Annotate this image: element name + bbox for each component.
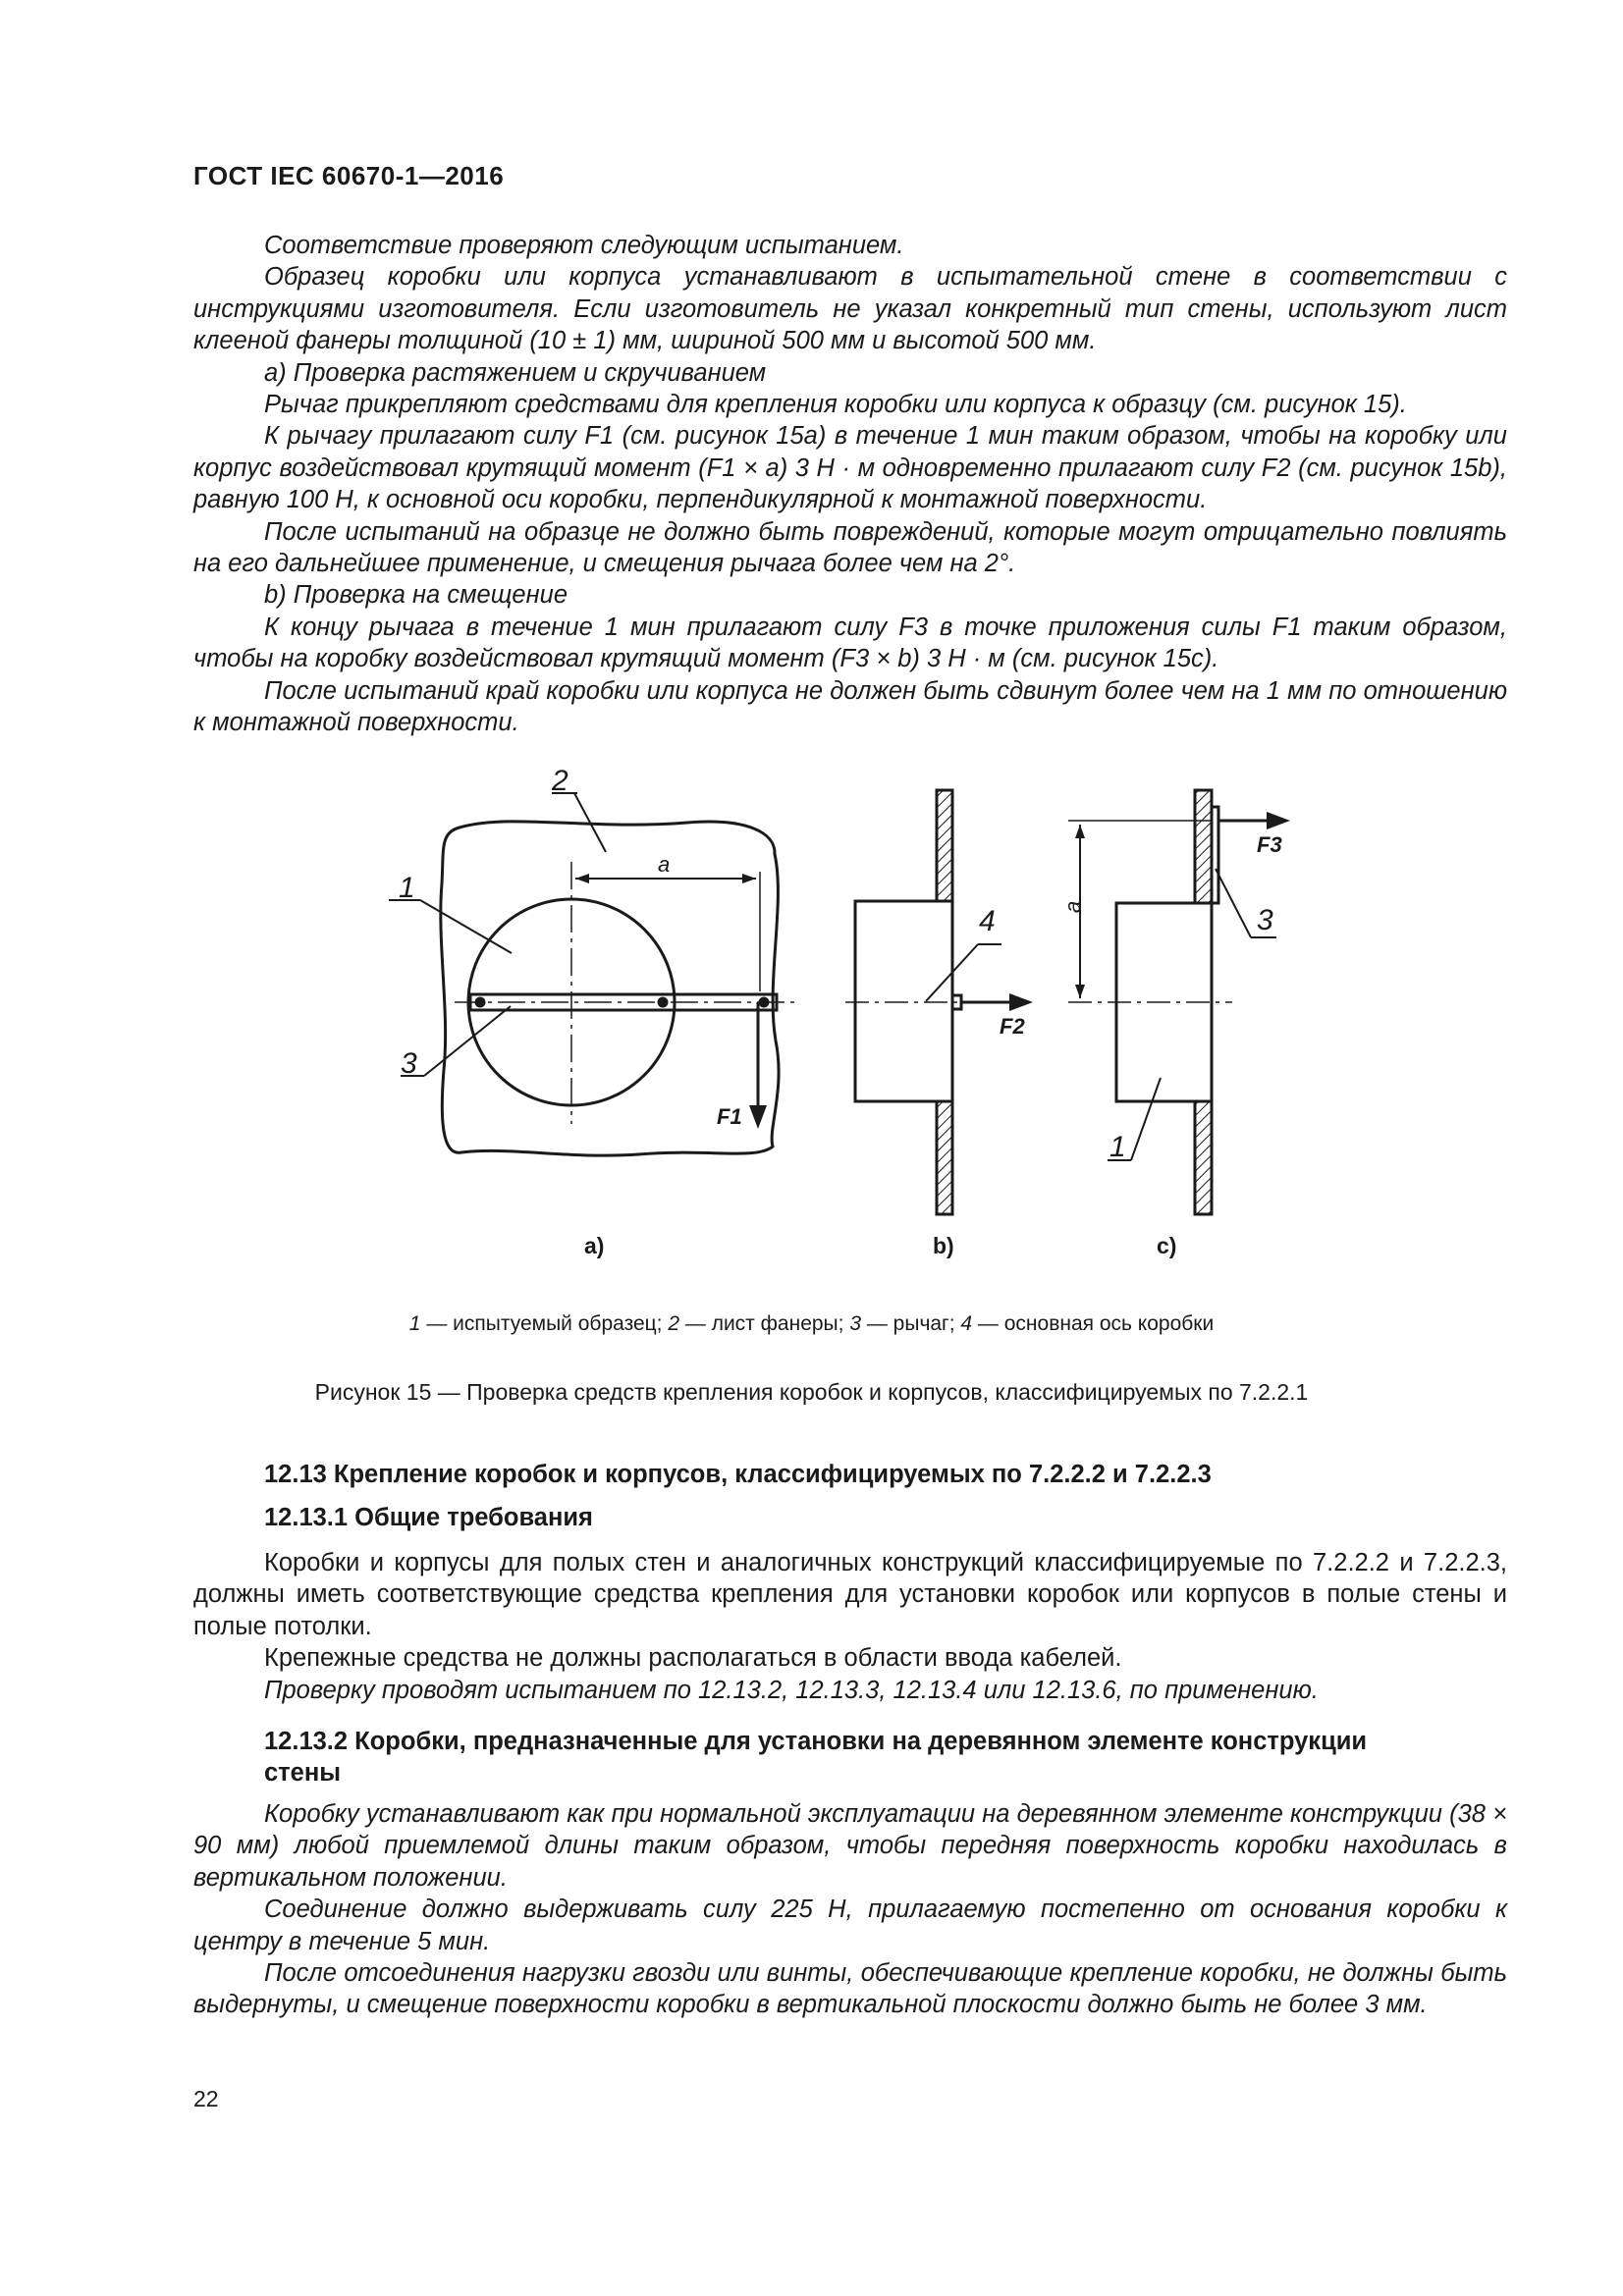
legend-num: 4 — [960, 1312, 973, 1335]
label-f1: F1 — [717, 1104, 742, 1129]
figure-caption: Рисунок 15 — Проверка средств крепления коробок и корпусов, классифицируемых по 7.2.2.1 — [314, 1379, 1309, 1405]
paragraph: После испытаний на образце не должно быть повреждений, которые могут отрицательно повлиять на его дальнейшее применение, и смещения рычага более чем на 2°. — [193, 517, 1507, 578]
leader-3c — [1216, 869, 1251, 937]
sublabel-c: c) — [1157, 1233, 1177, 1258]
document-header: ГОСТ IEC 60670-1—2016 — [193, 161, 505, 190]
page-number: 22 — [193, 2086, 219, 2111]
label-1: 1 — [1109, 1131, 1126, 1163]
label-f3: F3 — [1257, 832, 1282, 857]
paragraph: b) Проверка на смещение — [264, 581, 568, 610]
paragraph: Коробки и корпусы для полых стен и аналогичных конструкций классифицируемые по 7.2.2.2 и 7.2.2.3, должны иметь соответствующие средства крепления для установки коробок или корпусов в полые стены и полые потолки. — [193, 1549, 1507, 1640]
paragraph: Образец коробки или корпуса устанавливают в испытательной стене в соответствии с инструкциями изготовителя. Если изготовитель не указал конкретный тип стены, используют лист клееной фанеры толщиной (10 ± 1) мм, шириной 500 мм и высотой 500 мм. — [193, 263, 1507, 355]
heading-line: стены — [264, 1759, 342, 1787]
section-heading-12-13-2 — [264, 1726, 1367, 1789]
paragraph: Крепежные средства не должны располагаться в области ввода кабелей. — [264, 1644, 1122, 1673]
legend-text: — лист фанеры; — [679, 1312, 850, 1335]
paragraph: Рычаг прикрепляют средствами для крепления коробки или корпуса к образцу (см. рисунок 15). — [264, 391, 1407, 419]
paragraph: Коробку устанавливают как при нормальной эксплуатации на деревянном элементе конструкции (38 × 90 мм) любой приемлемой длины таким образом, чтобы передняя поверхность коробки находилась в вертикальном положении. — [193, 1800, 1507, 1892]
legend-num: 2 — [668, 1312, 680, 1335]
wall-lower — [937, 1101, 952, 1214]
label-4: 4 — [979, 905, 996, 937]
lever — [1212, 807, 1218, 903]
paragraph: После отсоединения нагрузки гвозди или винты, обеспечивающие крепление коробки, не должны быть выдернуты, и смещение поверхности коробки в вертикальной плоскости должно быть не более 3 мм. — [193, 1959, 1507, 2019]
paragraph: a) Проверка растяжением и скручиванием — [264, 358, 767, 387]
label-a: a — [1060, 900, 1085, 913]
paragraph: Соединение должно выдерживать силу 225 Н, прилагаемую постепенно от основания коробки к центру в течение 5 мин. — [193, 1896, 1507, 1955]
sublabel-a: а) — [584, 1233, 605, 1258]
label-3: 3 — [1257, 904, 1273, 936]
legend-num: 1 — [408, 1312, 421, 1335]
legend-text: — основная ось коробки — [972, 1312, 1215, 1335]
arrow-head — [1267, 812, 1290, 829]
paragraph: Проверку проводят испытанием по 12.13.2, 12.13.3, 12.13.4 или 12.13.6, по применению. — [264, 1676, 1319, 1704]
label-1: 1 — [399, 872, 415, 904]
wall-upper — [937, 790, 952, 901]
section-12-13-1-text — [193, 1547, 1507, 1706]
intro-text — [193, 230, 1507, 739]
leader-3 — [424, 1006, 511, 1076]
section-heading-12-13: 12.13 Крепление коробок и корпусов, классифицируемых по 7.2.2.2 и 7.2.2.3 — [264, 1461, 1212, 1488]
legend-num: 3 — [849, 1312, 861, 1335]
arrow-head — [749, 1105, 767, 1129]
box-section — [855, 901, 952, 1101]
subfigure-a — [389, 793, 795, 1155]
leader-1c — [1131, 1078, 1161, 1160]
section-12-13-2-text — [193, 1798, 1507, 2021]
arrow-head — [1009, 993, 1033, 1011]
figure-15 — [0, 746, 1623, 1296]
wall-upper — [1195, 790, 1212, 903]
label-3: 3 — [401, 1047, 417, 1080]
figure-legend — [0, 1312, 1623, 1336]
paragraph: Соответствие проверяют следующим испытанием. — [264, 232, 904, 259]
paragraph: К концу рычага в течение 1 мин прилагают силу F3 в точке приложения силы F1 таким образом, чтобы на коробку воздействовал крутящий момент (F3 × b) 3 Н · м (см. рисунок 15с). — [193, 613, 1507, 673]
subfigure-b — [845, 790, 1033, 1214]
legend-text: — рычаг; — [861, 1312, 961, 1335]
paragraph: После испытаний край коробки или корпуса не должен быть сдвинут более чем на 1 мм по отношению к монтажной поверхности. — [193, 676, 1507, 737]
label-a: a — [658, 852, 671, 877]
label-f2: F2 — [1000, 1014, 1025, 1039]
wall-lower — [1195, 1101, 1212, 1214]
label-2: 2 — [552, 765, 568, 797]
leader-1 — [420, 900, 512, 953]
legend-text: — испытуемый образец; — [420, 1312, 669, 1335]
paragraph: К рычагу прилагают силу F1 (см. рисунок 15a) в течение 1 мин таким образом, чтобы на коробку или корпус воздействовал крутящий момент (F1 × a) 3 Н · м одновременно прилагают силу F2 (см. рисунок 15b), равную 100 Н, к основной оси коробки, перпендикулярной к монтажной поверхности. — [193, 422, 1507, 514]
sublabel-b: b) — [933, 1233, 954, 1258]
heading-line: 12.13.2 Коробки, предназначенные для установки на деревянном элементе конструкции — [264, 1728, 1368, 1755]
section-heading-12-13-1: 12.13.1 Общие требования — [264, 1504, 593, 1531]
